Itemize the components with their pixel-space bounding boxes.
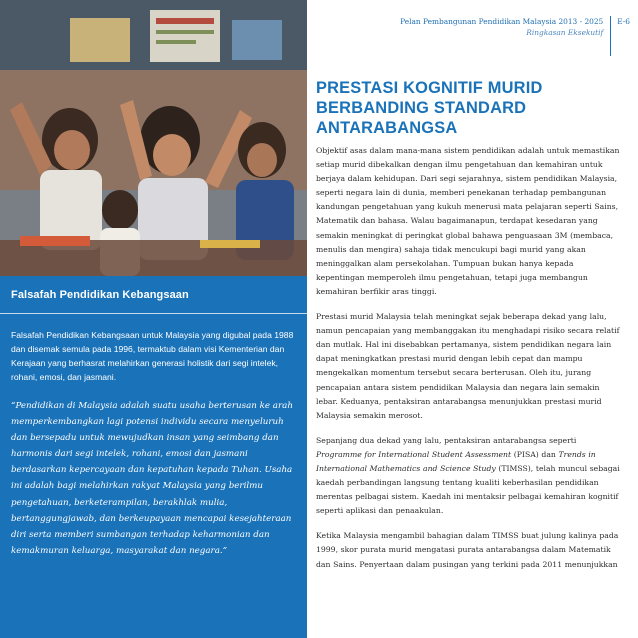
paragraph-3 — [316, 434, 622, 519]
header-text — [400, 16, 610, 38]
page-number: E-6 — [617, 17, 630, 26]
sidebar-quote: “Pendidikan di Malaysia adalah suatu usaha berterusan ke arah memperkembangkan lagi potensi individu secara menyeluruh dan bersepadu untuk mewujudkan insan yang seimbang dan harmonis dari segi intelek, rohani, emosi dan jasmani berdasarkan kepercayaan dan kepatuhan kepada Tuhan. Usaha ini adalah bagi melahirkan rakyat Malaysia yang berilmu pengetahuan, berketerampilan, berakhlak mulia, bertanggungjawab, dan berkeupayaan mencapai kesejahteraan diri serta memberi sumbangan terhadap keharmonian dan kemakmuran keluarga, masyarakat dan negara.” — [11, 401, 293, 556]
sidebar-title: Falsafah Pendidikan Kebangsaan — [11, 289, 189, 301]
pisa-name: Programme for International Student Assessment — [316, 449, 512, 459]
classroom-photo — [0, 0, 307, 276]
header-title: Pelan Pembangunan Pendidikan Malaysia 2013 - 2025 — [400, 17, 604, 26]
paragraph-1: Objektif asas dalam mana-mana sistem pendidikan adalah untuk memastikan setiap murid dibekalkan dengan ilmu pengetahuan dan kemahiran untuk berjaya dalam kehidupan. Dari segi sejarahnya, sistem pendidikan Malaysia, seperti negara lain di dunia, memberi penekanan terhadap pembangunan kandungan pengetahuan yang kukuh menerusi mata pelajaran seperti Sains, Matematik dan bahasa. Walau bagaimanapun, terdapat kesedaran yang semakin meningkat di peringkat global bahawa penguasaan 3M (membaca, menulis dan mengira) sahaja tidak mencukupi bagi murid yang akan meninggalkan alam persekolahan. Tumpuan bukan hanya kepada kepentingan memperoleh ilmu pengetahuan, tetapi juga membangun kemahiran berfikir aras tinggi. — [316, 146, 620, 296]
paragraph-4: Ketika Malaysia mengambil bahagian dalam TIMSS buat julung kalinya pada 1999, skor purata murid mengatasi purata antarabangsa dalam Matematik dan Sains. Penyertaan dalam pusingan yang terkini pada 2011 menunjukkan — [316, 531, 619, 569]
paragraph-3-text-c: (TIMSS), telah muncul sebagai kaedah perbandingan langsung tentang kualiti keberhasilan pendidikan merentas pelbagai sistem. Kaedah ini mentaksir pelbagai kemahiran kognitif seperti aplikasi dan penaakulan. — [316, 463, 620, 516]
section-title: PRESTASI KOGNITIF MURID BERBANDING STANDARD ANTARABANGSA — [316, 79, 543, 137]
timss-name: Trends in International Mathematics and Science Study — [316, 449, 596, 473]
paragraph-3-text-b: (PISA) dan — [511, 449, 559, 459]
sidebar-body: Falsafah Pendidikan Kebangsaan untuk Malaysia yang digubal pada 1988 dan disemak semula pada 1996, termaktub dalam visi Kementerian dan Kerajaan yang berhasrat melahirkan generasi holistik dari segi intelek, rohani, emosi, dan jasmani. — [11, 330, 294, 382]
page-header — [400, 16, 630, 56]
paragraph-2: Prestasi murid Malaysia telah meningkat sejak beberapa dekad yang lalu, namun pencapaian yang membanggakan itu menghadapi risiko secara relatif dan mutlak. Hal ini disebabkan pertamanya, sistem pendidikan negara lain dapat meningkatkan prestasi murid dengan lebih cepat dan mampu mengekalkan momentum tersebut secara berterusan. Oleh itu, jurang pencapaian antara sistem pendidikan Malaysia dan negara lain semakin lebar. Keduanya, pentaksiran antarabangsa menunjukkan prestasi murid Malaysia semakin merosot. — [316, 312, 620, 420]
classroom-children-photo-icon — [0, 0, 307, 276]
header-subtitle: Ringkasan Eksekutif — [526, 28, 604, 37]
sidebar-divider — [0, 313, 307, 314]
main-column — [316, 78, 622, 583]
philosophy-sidebar — [0, 276, 307, 638]
paragraph-3-text-a: Sepanjang dua dekad yang lalu, pentaksiran antarabangsa seperti — [316, 435, 577, 445]
